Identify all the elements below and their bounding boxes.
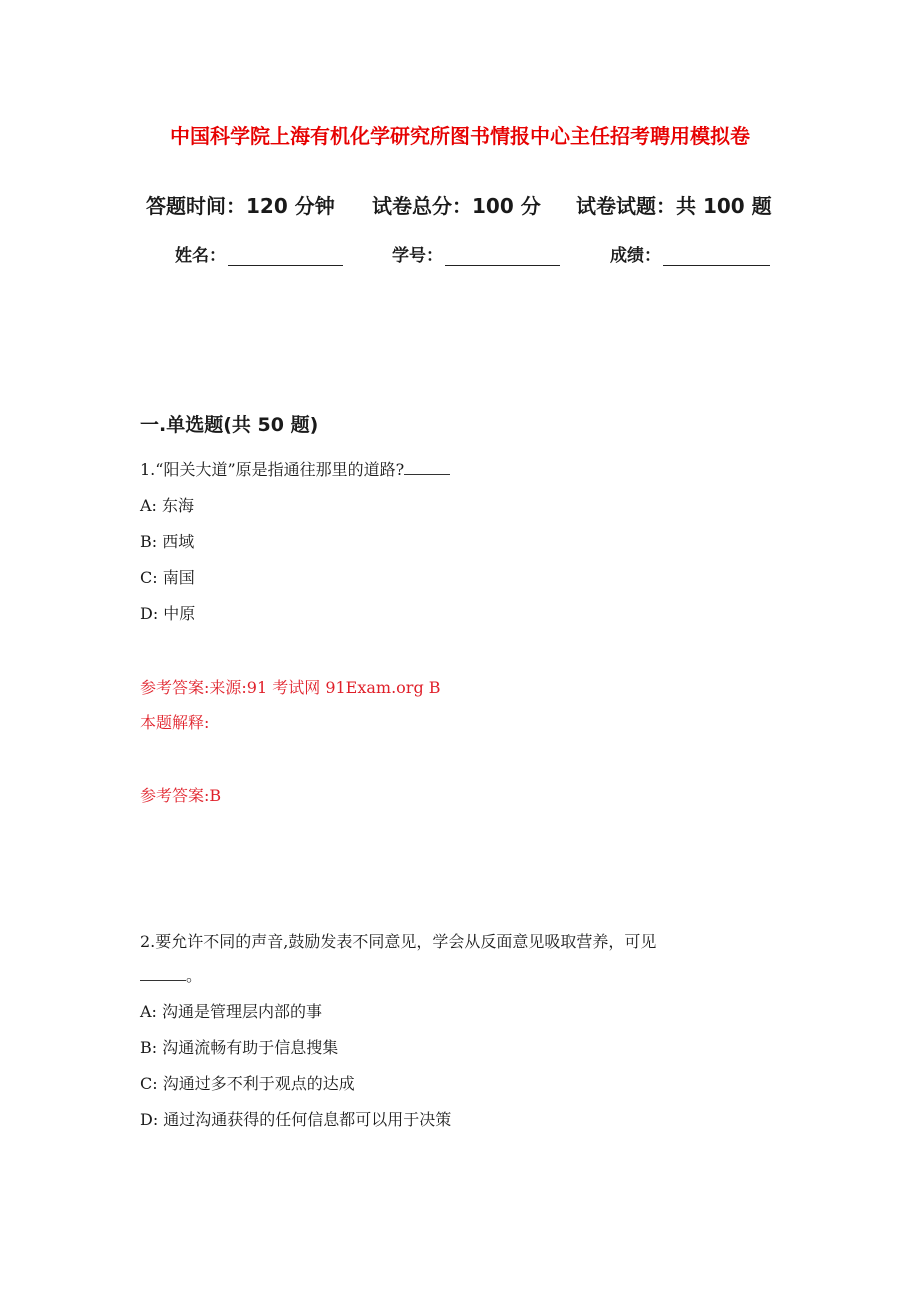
question-1-answer: 参考答案:B xyxy=(140,786,222,805)
question-1-option-d: D: 中原 xyxy=(140,604,196,623)
exam-title: 中国科学院上海有机化学研究所图书情报中心主任招考聘用模拟卷 xyxy=(170,124,750,148)
student-id-label: 学号： xyxy=(392,246,443,266)
student-id-field xyxy=(392,241,560,266)
question-1-stem xyxy=(140,457,450,480)
name-label: 姓名： xyxy=(175,246,226,266)
question-1-option-c: C: 南国 xyxy=(140,568,195,587)
question-1-explanation-label: 本题解释: xyxy=(140,713,210,732)
question-2-stem-line1: 2.要允许不同的声音,鼓励发表不同意见，学会从反面意见吸取营养，可见 xyxy=(140,932,657,951)
question-2-option-a: A: 沟通是管理层内部的事 xyxy=(140,1002,323,1021)
score-blank xyxy=(663,247,770,266)
question-1-option-a: A: 东海 xyxy=(140,496,195,515)
name-field xyxy=(175,241,343,266)
score-field xyxy=(610,241,770,266)
question-2-stem-end: 。 xyxy=(186,966,203,985)
exam-total-score: 试卷总分：100 分 xyxy=(372,194,541,218)
student-id-blank xyxy=(445,247,560,266)
exam-question-count: 试卷试题：共 100 题 xyxy=(576,194,772,218)
score-label: 成绩： xyxy=(610,246,661,266)
question-2-option-b: B: 沟通流畅有助于信息搜集 xyxy=(140,1038,339,1057)
answer-blank xyxy=(140,966,186,981)
question-2-option-c: C: 沟通过多不利于观点的达成 xyxy=(140,1074,355,1093)
question-2-option-d: D: 通过沟通获得的任何信息都可以用于决策 xyxy=(140,1110,452,1129)
answer-blank xyxy=(404,460,450,475)
question-1-option-b: B: 西域 xyxy=(140,532,195,551)
question-1-text: 1.“阳关大道”原是指通往那里的道路? xyxy=(140,460,405,479)
section-title: 一.单选题(共 50 题) xyxy=(140,414,319,436)
exam-time: 答题时间：120 分钟 xyxy=(146,194,335,218)
question-1-answer-source: 参考答案:来源:91 考试网 91Exam.org B xyxy=(140,678,441,697)
question-2-stem-line2 xyxy=(140,963,202,986)
name-blank xyxy=(228,247,343,266)
